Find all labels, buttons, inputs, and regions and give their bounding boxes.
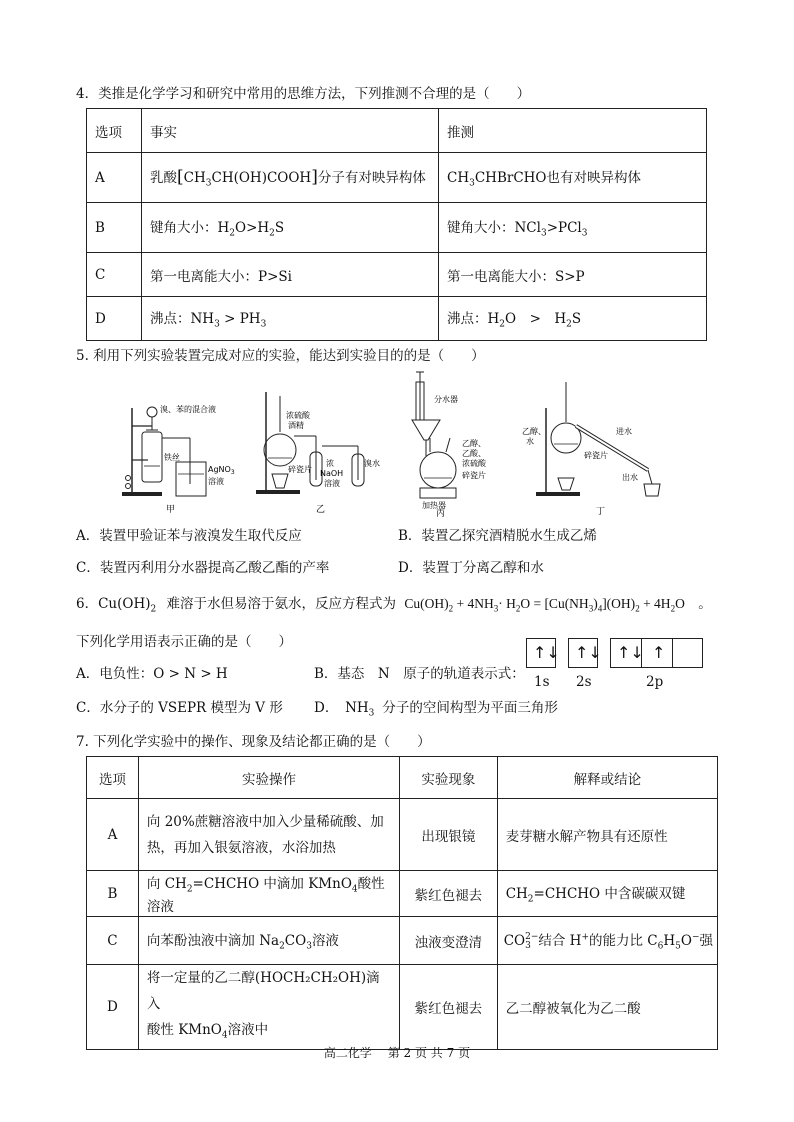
q7-header-conclusion: 解释或结论 xyxy=(497,757,717,799)
q6-option-a: A．电负性：O > N > H xyxy=(76,666,228,682)
q4-option-c: C xyxy=(87,253,142,297)
q7-table xyxy=(86,756,718,1050)
apparatus-jia-caption: 甲 xyxy=(166,505,176,515)
orbital-box-2s xyxy=(568,638,602,668)
orbital-box-2p xyxy=(610,638,703,668)
apparatus-bing-label-acid: 浓硫酸 xyxy=(462,459,486,468)
q7-phenomenon-d: 紫红色褪去 xyxy=(400,965,498,1050)
orbital-1s-arrows: ↑↓ xyxy=(533,643,560,662)
orbital-label-1s: 1s xyxy=(534,674,550,690)
q6-question: 下列化学用语表示正确的是（ ） xyxy=(76,634,292,650)
q7-row-a xyxy=(87,799,718,871)
apparatus-bing-label-separator: 分水器 xyxy=(434,395,458,404)
q4-inference-b: 键角大小：NCl$_3$>PCl$_3$ xyxy=(439,203,707,253)
q4-fact-d: 沸点：$NH_3 > PH_3$ xyxy=(142,297,439,341)
apparatus-bing-figure xyxy=(400,368,512,518)
q7-operation-d: 将一定量的乙二醇(HOCH₂CH₂OH)滴入 酸性 KMnO$_4$溶液中 xyxy=(138,965,399,1050)
apparatus-ding-label-water-in: 进水 xyxy=(616,427,632,436)
apparatus-yi-label-chips: 碎瓷片 xyxy=(288,465,312,474)
q7-phenomenon-b: 紫红色褪去 xyxy=(400,871,498,917)
apparatus-yi-label-naoh: NaOH xyxy=(320,469,344,478)
apparatus-yi-label-conc: 浓 xyxy=(326,459,334,468)
q7-header-option: 选项 xyxy=(87,757,139,799)
q4-header-row xyxy=(87,109,707,153)
apparatus-jia-label-agno3: AgNO$_3$ xyxy=(208,465,235,476)
apparatus-bing-label-ethanol: 乙醇、 xyxy=(462,439,486,448)
q4-option-a: A xyxy=(87,153,142,203)
q7-header-row xyxy=(87,757,718,799)
q7-row-c xyxy=(87,917,718,965)
q4-option-d: D xyxy=(87,297,142,341)
apparatus-ding-figure xyxy=(520,378,680,518)
q7-header-phenomenon: 实验现象 xyxy=(400,757,498,799)
q6-equation: $Cu(OH)_2 + 4NH_3\cdot H_2O = [Cu(NH_3)_4](OH)_2 + 4H_2O$ xyxy=(404,596,685,614)
q6-option-d: D． $NH_3$ 分子的空间构型为平面三角形 xyxy=(314,700,558,719)
q4-inference-d: 沸点：$H_2O$ > $H_2S$ xyxy=(439,297,707,341)
q7-operation-a: 向 20%蔗糖溶液中加入少量稀硫酸、加 热，再加入银氨溶液，水浴加热 xyxy=(138,799,399,871)
q7-header-operation: 实验操作 xyxy=(138,757,399,799)
apparatus-bing-label-chips: 碎瓷片 xyxy=(462,471,486,480)
q4-header-fact: 事实 xyxy=(142,109,439,153)
q6-option-b: B．基态 N 原子的轨道表示式： xyxy=(314,666,525,682)
apparatus-ding-label-ethanol: 乙醇、 xyxy=(522,427,546,436)
apparatus-ding-label-water-out: 出水 xyxy=(622,473,638,482)
q5-option-a: A．装置甲验证苯与液溴发生取代反应 xyxy=(76,528,302,544)
apparatus-bing-label-acetic: 乙酸、 xyxy=(462,449,486,458)
q4-row-a xyxy=(87,153,707,203)
q7-option-a: A xyxy=(87,799,139,871)
q7-phenomenon-a: 出现银镜 xyxy=(400,799,498,871)
q6-option-c: C．水分子的 VSEPR 模型为 V 形 xyxy=(76,700,283,716)
q5-option-c: C．装置丙利用分水器提高乙酸乙酯的产率 xyxy=(76,560,330,576)
q4-inference-c: 第一电离能大小：S>P xyxy=(439,253,707,297)
q4-header-option: 选项 xyxy=(87,109,142,153)
q7-option-c: C xyxy=(87,917,139,965)
q4-row-b xyxy=(87,203,707,253)
q7-phenomenon-c: 浊液变澄清 xyxy=(400,917,498,965)
apparatus-jia-figure xyxy=(118,400,248,518)
orbital-2p-cell-1: ↑↓ xyxy=(611,639,642,667)
q4-stem: 4．类推是化学学习和研究中常用的思维方法，下列推测不合理的是（ ） xyxy=(76,86,531,102)
q7-conclusion-d: 乙二醇被氧化为乙二酸 xyxy=(497,965,717,1050)
apparatus-jia-label-mixture: 溴、苯的混合液 xyxy=(160,405,216,414)
q7-stem: 7. 下列化学实验中的操作、现象及结论都正确的是（ ） xyxy=(76,734,431,750)
q4-row-d xyxy=(87,297,707,341)
q4-fact-a: 乳酸$[CH_3CH(OH)COOH]$分子有对映异构体 xyxy=(142,153,439,203)
q7-option-b: B xyxy=(87,871,139,917)
apparatus-yi-figure xyxy=(254,388,380,518)
q6-stem: 6．$Cu(OH)_2$ 难溶于水但易溶于氨水，反应方程式为 $Cu(OH)_2 + 4NH_3\cdot H_2O = [Cu(NH_3)_4](OH)_2 + 4H_2O$ 。 xyxy=(76,596,712,615)
apparatus-bing-label-heater: 加热器 xyxy=(422,501,446,510)
q7-conclusion-c: CO 2− 3 结合 H+的能力比 $C_6H_5O^-$强 xyxy=(497,917,717,965)
q7-conclusion-a: 麦芽糖水解产物具有还原性 xyxy=(497,799,717,871)
apparatus-bing-caption: 丙 xyxy=(436,509,446,518)
q4-row-c xyxy=(87,253,707,297)
q5-stem: 5. 利用下列实验装置完成对应的实验，能达到实验目的的是（ ） xyxy=(76,348,485,364)
q7-option-d: D xyxy=(87,965,139,1050)
apparatus-jia-label-iron-wire: 铁丝 xyxy=(164,453,180,462)
q4-fact-c: 第一电离能大小：P>Si xyxy=(142,253,439,297)
apparatus-ding-label-chips: 碎瓷片 xyxy=(584,451,608,460)
apparatus-yi-label-bromine-water: 溴水 xyxy=(364,459,380,468)
page-footer: 高二化学 第 2 页 共 7 页 xyxy=(323,1046,471,1060)
orbital-label-2s: 2s xyxy=(576,674,592,690)
apparatus-jia-label-solution: 溶液 xyxy=(208,477,224,486)
q7-row-d xyxy=(87,965,718,1050)
orbital-box-1s xyxy=(526,638,560,668)
q7-operation-c: 向苯酚浊液中滴加 $Na_2CO_3$溶液 xyxy=(138,917,399,965)
apparatus-ding-label-water: 水 xyxy=(526,437,534,446)
q7-conclusion-b: $CH_2=CHCHO$ 中含碳碳双键 xyxy=(497,871,717,917)
apparatus-yi-label-alcohol: 酒精 xyxy=(288,421,304,430)
q7-operation-b: 向 $CH_2=CHCHO$ 中滴加 KMnO$_4$酸性溶液 xyxy=(138,871,399,917)
apparatus-yi-caption: 乙 xyxy=(316,505,326,515)
apparatus-ding-caption: 丁 xyxy=(596,507,606,517)
q4-table xyxy=(86,108,707,341)
apparatus-yi-label-acid: 浓硫酸 xyxy=(286,411,310,420)
orbital-2p-cell-2: ↑ xyxy=(642,639,673,667)
q7-row-b xyxy=(87,871,718,917)
q4-fact-b: 键角大小：$H_2O>H_2S$ xyxy=(142,203,439,253)
q5-option-b: B．装置乙探究酒精脱水生成乙烯 xyxy=(398,528,597,544)
q5-option-d: D．装置丁分离乙醇和水 xyxy=(398,560,544,576)
apparatus-yi-label-solution: 溶液 xyxy=(324,479,340,488)
q4-option-b: B xyxy=(87,203,142,253)
orbital-label-2p: 2p xyxy=(646,674,664,690)
q4-header-inference: 推测 xyxy=(439,109,707,153)
q4-inference-a: $CH_3CHBrCHO$也有对映异构体 xyxy=(439,153,707,203)
orbital-2s-arrows: ↑↓ xyxy=(575,643,602,662)
orbital-2p-cell-3 xyxy=(673,639,702,667)
